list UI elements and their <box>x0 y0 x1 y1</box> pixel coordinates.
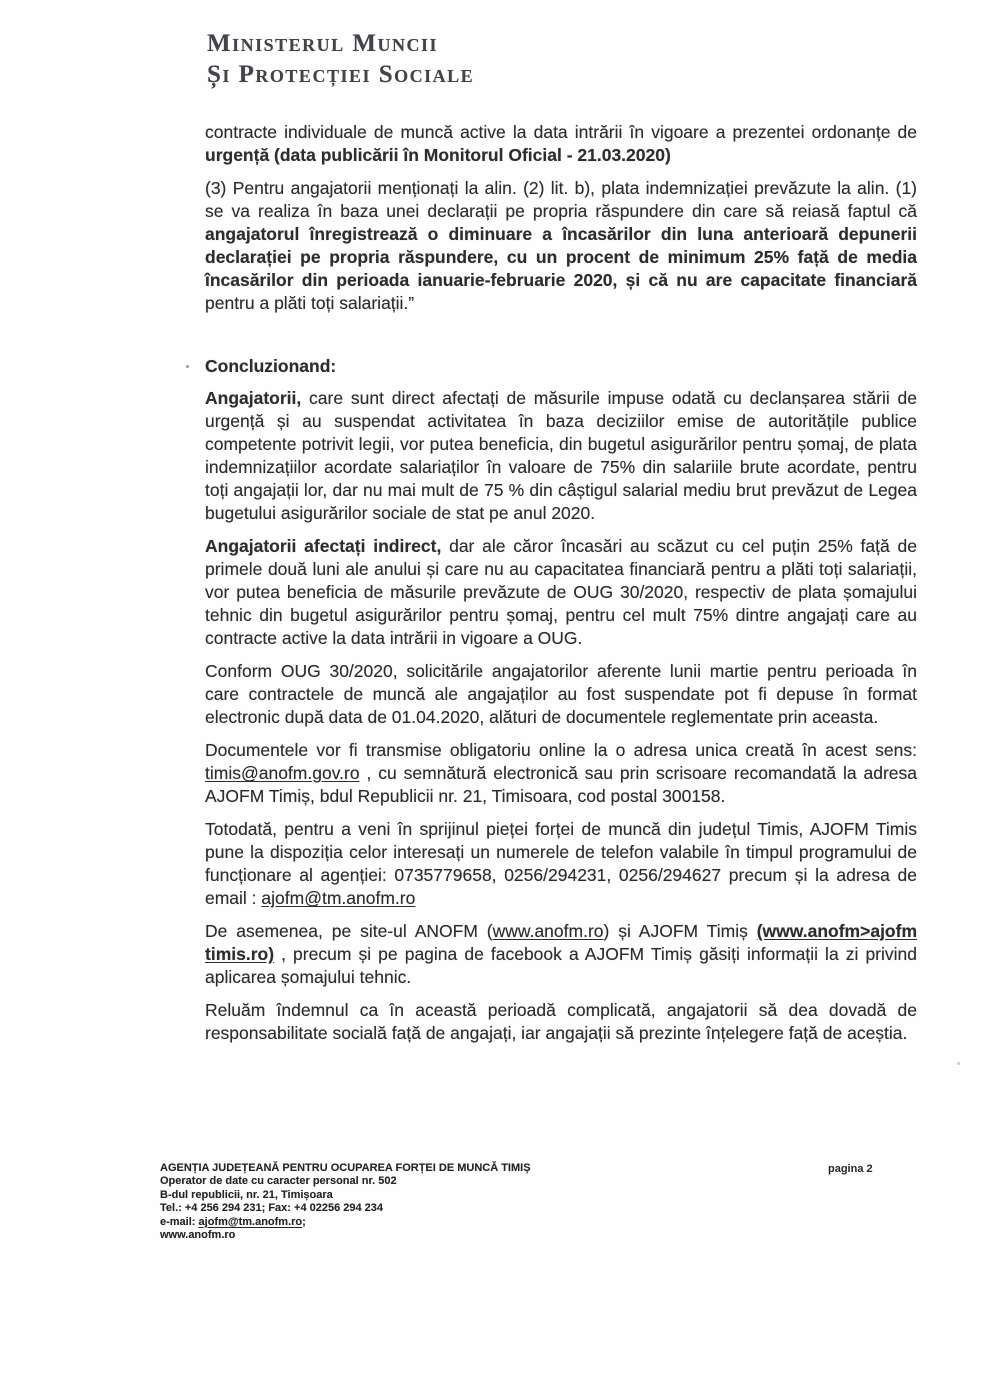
text-run: , cu semnătură electronică sau prin scrisoare recomandată la adresa AJOFM Timiș, bdul Republicii nr. 21, Timisoara, cod postal 300158. <box>205 763 917 806</box>
paragraph-indemn <box>205 999 917 1045</box>
paragraph-oug-solicitari <box>205 660 917 729</box>
paragraph-angajatori-direct <box>205 387 917 525</box>
text-run: care sunt direct afectați de măsurile impuse odată cu declanșarea stării de urgență și au suspendat activitatea în baza deciziilor emise de autoritățile publice competente potrivit legii, vor putea beneficia, din bugetul asigurărilor pentru șomaj, de plata indemnizațiilor acordate salariaților în valoare de 75% din salariile brute acordate, pentru toți angajații lor, dar nu mai mult de 75 % din câștigul salarial mediu brut prevăzut de Legea bugetului asigurărilor sociale de stat pe anul 2020. <box>205 388 917 523</box>
text-run: e-mail: <box>160 1215 199 1228</box>
footer-block <box>160 1162 531 1242</box>
footer-email <box>160 1216 531 1229</box>
text-run: Totodată, pentru a veni în sprijinul pieței forței de muncă din județul Timis, AJOFM Timis pune la dispoziția celor interesați un numerele de telefon valabile în timpul programului de funcționare al agenției: 0735779658, 0256/294231, 0256/294627 precum și la adresa de email : <box>205 819 917 908</box>
text-run: De asemenea, pe site-ul ANOFM ( <box>205 921 493 941</box>
text-run: B-dul republicii, nr. 21, Timișoara <box>160 1188 333 1201</box>
footer-agency-name <box>160 1162 531 1175</box>
paragraph-documente-online <box>205 739 917 808</box>
email-link-timis-anofm[interactable]: timis@anofm.gov.ro <box>205 763 360 783</box>
footer-website <box>160 1229 531 1242</box>
text-run: AGENȚIA JUDEȚEANĂ PENTRU OCUPAREA FORȚEI DE MUNCĂ TIMIȘ <box>160 1162 531 1174</box>
paragraph-site-uri <box>205 920 917 989</box>
document-body <box>205 121 917 1055</box>
page-number-label: pagina 2 <box>828 1163 873 1175</box>
email-link-ajofm-tm[interactable]: ajofm@tm.anofm.ro <box>261 888 416 908</box>
text-run: (3) Pentru angajatorii menționați la alin. (2) lit. b), plata indemnizației prevăzute la alin. (1) se va realiza în baza unei declarații pe propria răspundere din care să reiasă faptul că <box>205 178 917 221</box>
text-run: Angajatorii, <box>205 388 302 408</box>
text-run: Angajatorii afectați indirect, <box>205 536 442 556</box>
text-run: Operator de date cu caracter personal nr. 502 <box>160 1175 397 1188</box>
paragraph-angajatori-indirect <box>205 535 917 650</box>
scan-speck <box>957 1062 960 1065</box>
text-run: pentru a plăti toți salariații.” <box>205 293 415 313</box>
paragraph-alin-3 <box>205 177 917 315</box>
ministry-name-line1: Ministerul Muncii <box>207 30 438 57</box>
text-run: urgență (data publicării în Monitorul Oficial - 21.03.2020) <box>205 145 671 165</box>
section-heading-concluzionand <box>205 355 917 378</box>
text-run: www.anofm.ro <box>160 1229 236 1242</box>
footer-email-link[interactable]: ajofm@tm.anofm.ro <box>198 1215 303 1228</box>
text-run: dar ale căror încasări au scăzut cu cel puțin 25% față de primele două luni ale anului și care nu au capacitatea financiară pentru a plăti toți salariații, vor putea beneficia de măsurile prevăzute de OUG 30/2020, respectiv de plata șomajului tehnic din bugetul asigurărilor pentru șomaj, pentru cel mult 75% dintre angajați care au contracte active la data intrării in vigoare a OUG. <box>205 536 917 648</box>
text-run: Concluzionand: <box>205 356 337 376</box>
text-run: Conform OUG 30/2020, solicitările angajatorilor aferente lunii martie pentru perioada în care contractele de muncă ale angajaților au fost suspendate pot fi depuse în format electronic după data de 01.04.2020, alături de documentele reglementate prin aceasta. <box>205 661 917 727</box>
ministry-letterhead <box>207 28 474 90</box>
footer-phone-fax <box>160 1202 531 1215</box>
scan-speck <box>186 365 189 368</box>
paragraph-telefoane <box>205 818 917 910</box>
text-run: ) și AJOFM Timiș <box>603 921 757 941</box>
text-run: angajatorul înregistrează o diminuare a încasărilor din luna anterioară depunerii declarației pe propria răspundere, cu un procent de minimum 25% față de media încasărilor din perioada ianuarie-februarie 2020, și că nu are capacitate financiară <box>205 224 917 290</box>
text-run: ; <box>302 1215 306 1228</box>
footer-operator <box>160 1175 531 1188</box>
url-link-ajofm-timis[interactable]: (www.anofm>ajofm timis.ro) <box>205 921 918 964</box>
text-run: Reluăm îndemnul ca în această perioadă complicată, angajatorii să dea dovadă de responsabilitate socială față de angajați, iar angajații să prezinte înțelegere față de aceștia. <box>205 1000 917 1043</box>
text-run: Tel.: +4 256 294 231; Fax: +4 02256 294 234 <box>160 1202 384 1215</box>
ministry-name-line2: Și Protecției Sociale <box>207 61 475 88</box>
text-run: contracte individuale de muncă active la data intrării în vigoare a prezentei ordonanțe de <box>205 122 917 142</box>
paragraph-ordonanta <box>205 121 917 167</box>
text-run: Documentele vor fi transmise obligatoriu online la o adresa unica creată în acest sens: <box>205 740 917 760</box>
footer-address <box>160 1189 531 1202</box>
url-link-anofm[interactable]: www.anofm.ro <box>492 921 604 941</box>
text-run: , precum și pe pagina de facebook a AJOFM Timiș găsiți informații la zi privind aplicarea șomajului tehnic. <box>205 944 917 987</box>
